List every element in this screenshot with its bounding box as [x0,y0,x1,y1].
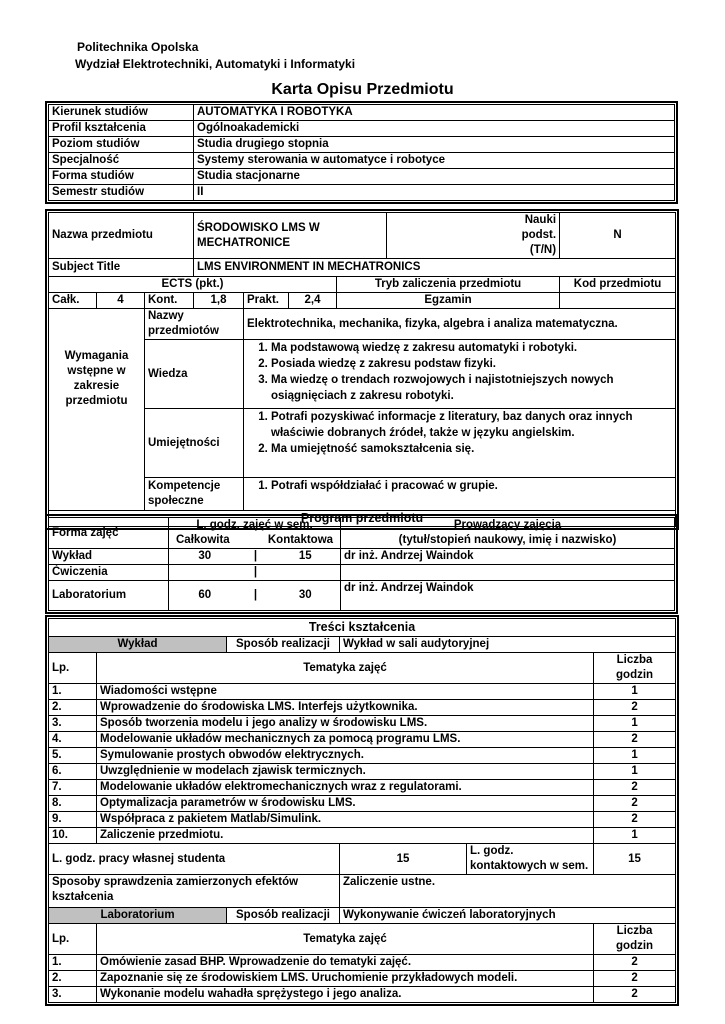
teacher-name: dr inż. Andrzej Waindok [341,549,675,565]
topic-hours: 1 [594,748,676,764]
topic-lp: 7. [49,780,97,796]
prereq-label: Wymagania wstępne w zakresie przedmiotu [49,309,145,511]
ects-total-label: Całk. [49,293,97,309]
study-info-label: Kierunek studiów [49,105,194,121]
study-info-row [49,137,675,153]
ects-prakt-label: Prakt. [244,293,289,309]
topic-text: Modelowanie układów mechanicznych za pomocą programu LMS. [97,732,594,748]
topic-row [49,987,676,1003]
mode-value: Egzamin [337,293,560,309]
topic-row [49,971,676,987]
hours-separator: | [241,549,271,565]
subject-title-label: Subject Title [49,259,194,277]
study-info-row [49,169,675,185]
study-info-value: Studia drugiego stopnia [194,137,675,153]
contact-hours-label: L. godz. kontaktowych w sem. [467,844,594,875]
lab-topic-label: Tematyka zajęć [97,924,594,955]
topic-lp: 8. [49,796,97,812]
social-list [247,478,672,494]
topic-text: Modelowanie układów elektromechanicznych wraz z regulatorami. [97,780,594,796]
teacher-name: dr inż. Andrzej Waindok [341,581,675,611]
topic-lp: 5. [49,748,97,764]
lecture-method: Wykład w sali audytoryjnej [340,637,676,653]
topic-text: Wiadomości wstępne [97,684,594,700]
study-info-row [49,105,675,121]
topic-row [49,812,676,828]
knowledge-item: 1. Ma podstawową wiedzę z zakresu automatyki i robotyki. [271,340,672,356]
topic-lp: 10. [49,828,97,844]
ects-prakt-value: 2,4 [289,293,337,309]
content-heading: Treści kształcenia [49,619,676,637]
topic-hours: 2 [594,955,676,971]
study-info-value: AUTOMATYKA I ROBOTYKA [194,105,675,121]
topic-hours: 2 [594,971,676,987]
topic-lp: 3. [49,987,97,1003]
form-name: Wykład [49,549,169,565]
topic-hours: 1 [594,828,676,844]
topic-text: Współpraca z pakietem Matlab/Simulink. [97,812,594,828]
skills-list [247,409,672,457]
code-label: Kod przedmiotu [560,277,676,293]
topic-hours: 1 [594,716,676,732]
topic-text: Sposób tworzenia modelu i jego analizy w środowisku LMS. [97,716,594,732]
topic-row [49,700,676,716]
ects-total-value: 4 [97,293,145,309]
topic-row [49,796,676,812]
faculty-name: Wydział Elektrotechniki, Automatyki i Informatyki [75,57,356,71]
knowledge-item: 2. Posiada wiedzę z zakresu podstaw fizyki. [271,356,672,372]
prereq-names-label: Nazwy przedmiotów [145,309,244,340]
topic-hours: 2 [594,732,676,748]
subject-name-label: Nazwa przedmiotu [49,213,194,259]
skill-item: 1. Potrafi pozyskiwać informacje z literatury, baz danych oraz innych właściwie dobranych źródeł, także w języku angielskim. [271,409,672,441]
own-work-label: L. godz. pracy własnej studenta [49,844,340,875]
topic-lp: 2. [49,971,97,987]
teacher-label: Prowadzący zajęcia [453,519,562,531]
topic-lp: 1. [49,955,97,971]
lab-hours-label: Liczba godzin [594,924,676,955]
ects-kont-value: 1,8 [194,293,244,309]
study-info-table [48,104,675,201]
hours-row [49,549,675,565]
topic-lp: 6. [49,764,97,780]
program-heading: Program przedmiotu [49,511,676,527]
topic-hours: 1 [594,684,676,700]
university-name: Politechnika Opolska [77,40,199,54]
topic-lp: 9. [49,812,97,828]
topic-hours: 2 [594,796,676,812]
social-label: Kompetencje społeczne [145,478,244,511]
lab-method-label: Sposób realizacji [227,908,340,924]
knowledge-label: Wiedza [145,340,244,409]
topic-row [49,780,676,796]
study-info-value: Ogólnoakademicki [194,121,675,137]
lab-label: Laboratorium [49,908,227,924]
topic-row [49,764,676,780]
subject-name: ŚRODOWISKO LMS W MECHATRONICE [194,213,387,259]
topic-row [49,732,676,748]
study-info-value: Studia stacjonarne [194,169,675,185]
ects-kont-label: Kont. [145,293,194,309]
topic-text: Symulowanie prostych obwodów elektrycznych. [97,748,594,764]
basic-sciences-label-text: Nauki podst. (T/N) [512,213,560,259]
topic-hours: 1 [594,764,676,780]
topic-hours: 2 [594,812,676,828]
knowledge-list [247,340,672,404]
verify-value: Zaliczenie ustne. [340,875,676,908]
content-table [48,618,676,1003]
code-value [560,293,676,309]
study-info-label: Poziom studiów [49,137,194,153]
teacher-sub: (tytuł/stopień naukowy, imię i nazwisko) [398,534,617,546]
mode-label: Tryb zaliczenia przedmiotu [337,277,560,293]
topic-lp: 4. [49,732,97,748]
form-label: Forma zajęć [49,518,169,549]
topic-row [49,828,676,844]
topic-text: Zaliczenie przedmiotu. [97,828,594,844]
hours-row [49,581,675,611]
basic-sciences-value: N [560,213,676,259]
topic-hours: 2 [594,780,676,796]
ects-label: ECTS (pkt.) [49,277,337,293]
prereq-names-value: Elektrotechnika, mechanika, fizyka, algebra i analiza matematyczna. [244,309,676,340]
lab-lp-label: Lp. [49,924,97,955]
contact-hours: 30 [271,581,341,611]
study-info-value: Systemy sterowania w automatyce i robotyce [194,153,675,169]
study-info-label: Semestr studiów [49,185,194,201]
lecture-method-label: Sposób realizacji [227,637,340,653]
total-hours [169,565,241,581]
topic-label: Tematyka zajęć [97,653,594,684]
total-hours: 30 [169,549,241,565]
hours-row [49,565,675,581]
contact-hours-value: 15 [594,844,676,875]
topic-lp: 3. [49,716,97,732]
hours-separator: | [241,581,271,611]
skills-label: Umiejętności [145,409,244,478]
basic-sciences-label [387,213,512,259]
study-info-label: Profil kształcenia [49,121,194,137]
study-info-row [49,121,675,137]
contact-hours [271,565,341,581]
contact-label: Kontaktowa [267,534,334,546]
teacher-name [341,565,675,581]
page-title: Karta Opisu Przedmiotu [271,81,454,98]
form-name: Ćwiczenia [49,565,169,581]
study-info-label: Forma studiów [49,169,194,185]
contact-hours: 15 [271,549,341,565]
topic-hours: 2 [594,700,676,716]
topic-row [49,716,676,732]
topic-text: Optymalizacja parametrów w środowisku LMS. [97,796,594,812]
lab-method: Wykonywanie ćwiczeń laboratoryjnych [340,908,676,924]
topic-row [49,684,676,700]
topic-lp: 2. [49,700,97,716]
topic-text: Zapoznanie się ze środowiskiem LMS. Uruchomienie przykładowych modeli. [97,971,594,987]
study-info-label: Specjalność [49,153,194,169]
topic-hours: 2 [594,987,676,1003]
subject-title: LMS ENVIRONMENT IN MECHATRONICS [194,259,676,277]
study-info-row [49,185,675,201]
topic-text: Uwzględnienie w modelach zjawisk termicznych. [97,764,594,780]
hours-separator: | [241,565,271,581]
social-item: 1. Potrafi współdziałać i pracować w grupie. [271,478,672,494]
total-label: Całkowita [176,534,230,546]
topic-text: Wprowadzenie do środowiska LMS. Interfejs użytkownika. [97,700,594,716]
topic-row [49,955,676,971]
hours-label: L. godz. zajęć w sem. [196,519,313,531]
hours-count-label: Liczba godzin [594,653,676,684]
knowledge-item: 3. Ma wiedzę o trendach rozwojowych i najistotniejszych nowych osiągnięciach z zakresu robotyki. [271,372,672,404]
lecture-label: Wykład [49,637,227,653]
own-work-value: 15 [340,844,467,875]
topic-lp: 1. [49,684,97,700]
topic-text: Omówienie zasad BHP. Wprowadzenie do tematyki zajęć. [97,955,594,971]
hours-table [48,517,675,611]
total-hours: 60 [169,581,241,611]
form-name: Laboratorium [49,581,169,611]
skill-item: 2. Ma umiejętność samokształcenia się. [271,441,672,457]
study-info-row [49,153,675,169]
topic-text: Wykonanie modelu wahadła sprężystego i jego analiza. [97,987,594,1003]
study-info-value: II [194,185,675,201]
topic-row [49,748,676,764]
lp-label: Lp. [49,653,97,684]
subject-table [48,212,676,527]
verify-label: Sposoby sprawdzenia zamierzonych efektów kształcenia [49,875,340,908]
